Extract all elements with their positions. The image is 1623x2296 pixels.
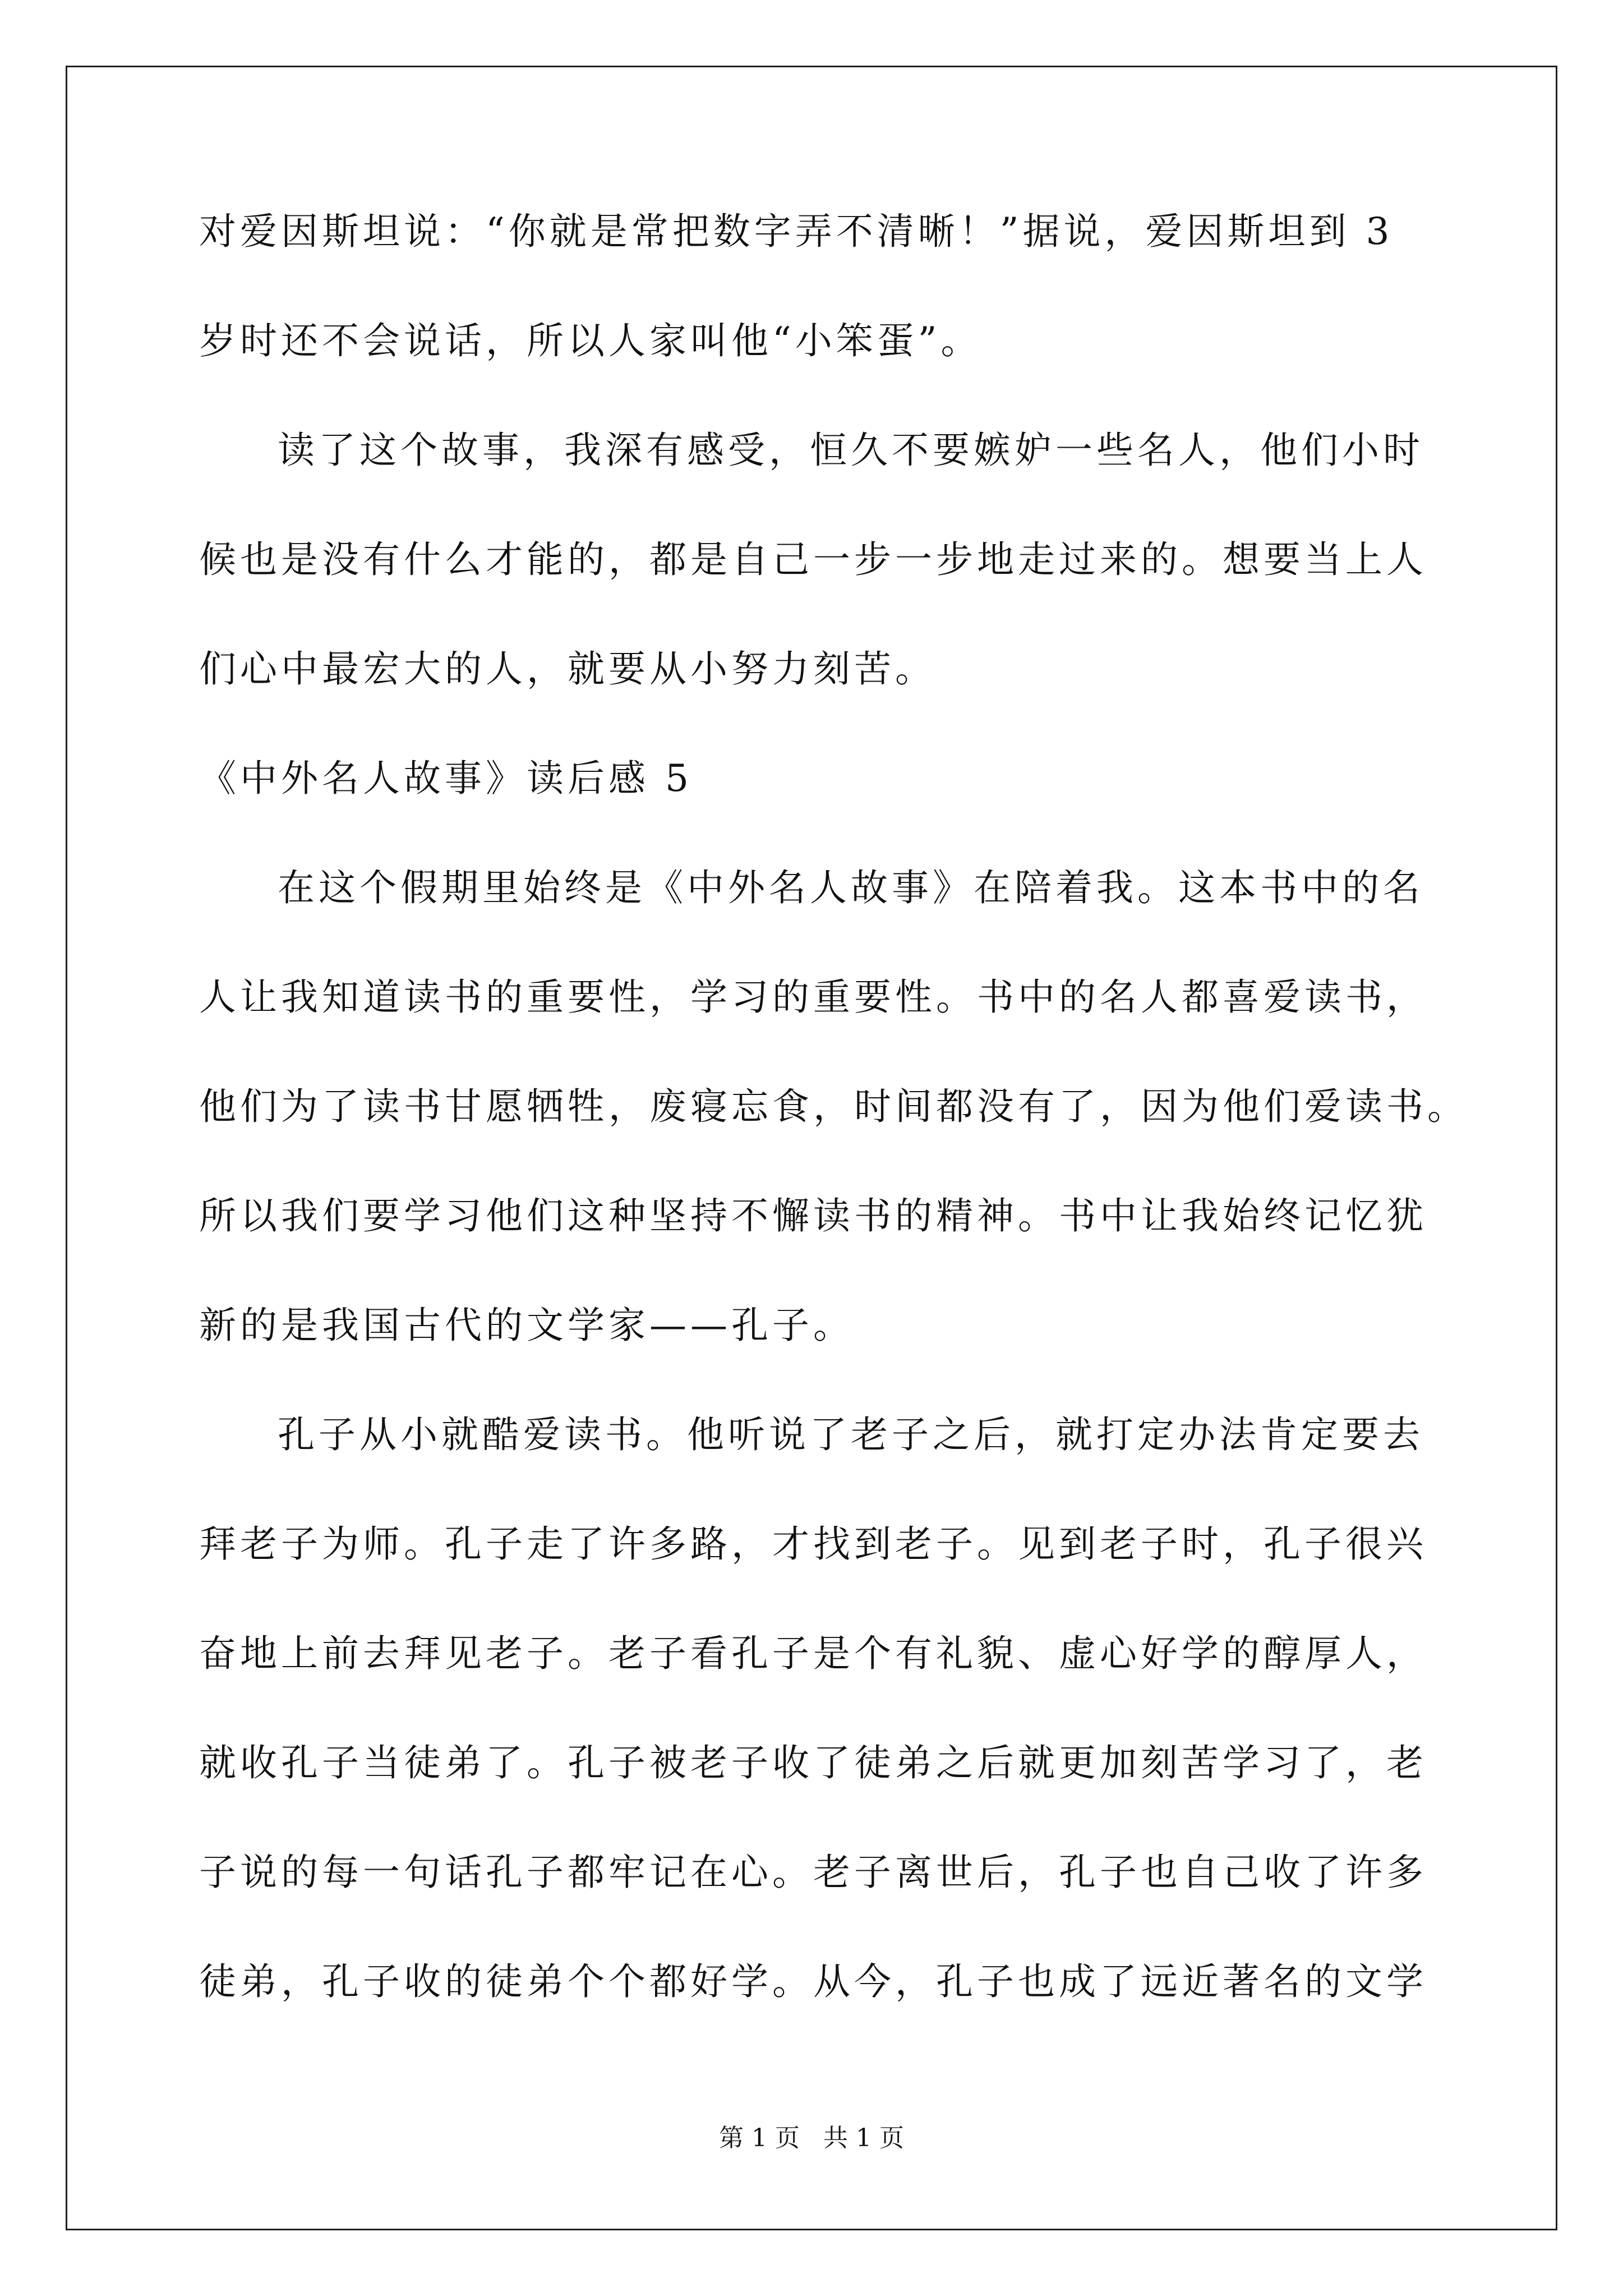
text-line: 拜老子为师。孔子走了许多路，才找到老子。见到老子时，孔子很兴 (199, 1522, 1427, 1566)
page-footer (0, 2126, 1623, 2151)
text-line: 奋地上前去拜见老子。老子看孔子是个有礼貌、虚心好学的醇厚人， (199, 1632, 1427, 1675)
document-body (199, 210, 1468, 2073)
text-line: 他们为了读书甘愿牺牲，废寝忘食，时间都没有了，因为他们爱读书。 (199, 1085, 1468, 1128)
paragraph-start-line: 在这个假期里始终是《中外名人故事》在陪着我。这本书中的名 (278, 866, 1424, 909)
paragraph-start-line: 读了这个故事，我深有感受，恒久不要嫉妒一些名人，他们小时 (278, 429, 1424, 472)
page-number: 第 1 页 (719, 2124, 800, 2152)
page-total: 共 1 页 (823, 2124, 904, 2152)
text-line: 所以我们要学习他们这种坚持不懈读书的精神。书中让我始终记忆犹 (199, 1194, 1427, 1237)
text-line: 对爱因斯坦说：“你就是常把数字弄不清晰！”据说，爱因斯坦到 3 (199, 210, 1394, 253)
text-line: 们心中最宏大的人，就要从小努力刻苦。 (199, 647, 936, 691)
text-line: 新的是我国古代的文学家——孔子。 (199, 1304, 854, 1347)
text-line: 候也是没有什么才能的，都是自己一步一步地走过来的。想要当上人 (199, 538, 1427, 581)
paragraph-start-line: 孔子从小就酷爱读书。他听说了老子之后，就打定办法肯定要去 (278, 1413, 1424, 1456)
text-line: 就收孔子当徒弟了。孔子被老子收了徒弟之后就更加刻苦学习了，老 (199, 1741, 1427, 1784)
section-heading: 《中外名人故事》读后感 5 (199, 757, 693, 800)
text-line: 人让我知道读书的重要性，学习的重要性。书中的名人都喜爱读书， (199, 976, 1427, 1019)
text-line: 岁时还不会说话，所以人家叫他“小笨蛋”。 (199, 319, 982, 362)
text-line: 徒弟，孔子收的徒弟个个都好学。从今，孔子也成了远近著名的文学 (199, 1960, 1427, 2003)
text-line: 子说的每一句话孔子都牢记在心。老子离世后，孔子也自己收了许多 (199, 1851, 1427, 1894)
